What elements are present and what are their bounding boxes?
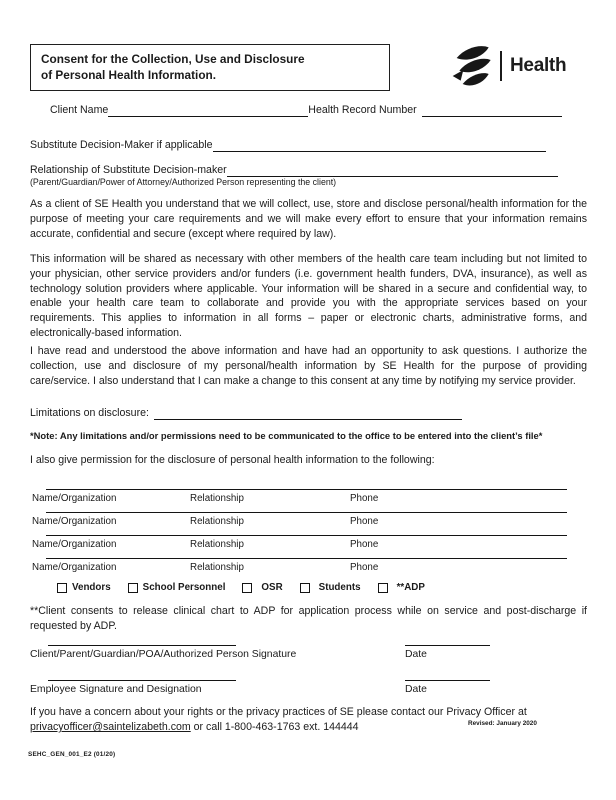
disclosure-row[interactable] (30, 558, 567, 581)
disclosure-row[interactable] (30, 535, 567, 558)
form-title-box (30, 44, 390, 91)
checkbox-school-personnel[interactable] (128, 583, 138, 593)
checkbox-item-vendors[interactable] (57, 582, 111, 593)
disclosure-row[interactable] (30, 512, 567, 535)
logo-divider (500, 51, 502, 81)
relationship-label: Relationship of Substitute Decision-maker (30, 164, 227, 176)
checkbox-osr[interactable] (242, 583, 252, 593)
employee-signature-label: Employee Signature and Designation (30, 684, 202, 695)
privacy-line2: or call 1-800-463-1763 ext. 144444 (190, 721, 359, 733)
paragraph-sharing: This information will be shared as necessary with other members of the health care team including but not limited to your physician, other service providers and/or funders (i.e. government health funders, DVA, insurance), as well as technology solution providers where applicable. Your information will be shared in a secure and confidential way, to enable your health care team to collaborate and provide you with the appropriate services based on your requirements. This applies to information in all forms – paper or electronic charts, administrative forms, and electronically-based information. (30, 253, 587, 339)
relationship-hint: (Parent/Guardian/Power of Attorney/Authorized Person representing the client) (30, 177, 337, 187)
client-name-label: Client Name (50, 104, 109, 116)
form-title-line1: Consent for the Collection, Use and Disclosure (41, 52, 305, 66)
form-code: SEHC_GEN_001_E2 (01/20) (28, 751, 116, 758)
col-name-organization: Name/Organization (32, 493, 117, 504)
checkbox-item-school-personnel[interactable] (128, 582, 226, 593)
disclosure-row[interactable] (30, 489, 567, 512)
checkbox-item-students[interactable] (300, 582, 361, 593)
limitations-row (30, 406, 462, 420)
logo-wordmark: Health (510, 55, 567, 76)
col-name-organization: Name/Organization (32, 539, 117, 550)
client-signature-date-label: Date (405, 649, 427, 660)
col-relationship: Relationship (190, 493, 244, 504)
client-signature-line[interactable] (48, 645, 236, 646)
substitute-row (30, 138, 546, 152)
checkbox-school-personnel-label: School Personnel (142, 582, 226, 593)
relationship-row (30, 163, 558, 177)
checkbox-item-osr[interactable] (242, 582, 282, 593)
client-signature-date-line[interactable] (405, 645, 490, 646)
employee-signature-date-line[interactable] (405, 680, 490, 681)
checkbox-vendors-label: Vendors (72, 582, 111, 593)
limitations-field[interactable] (154, 406, 462, 420)
health-record-field[interactable] (422, 103, 562, 117)
checkbox-adp[interactable] (378, 583, 388, 593)
client-identity-row (50, 103, 562, 117)
client-name-field[interactable] (108, 103, 308, 117)
col-relationship: Relationship (190, 539, 244, 550)
form-title-line2: of Personal Health Information. (41, 68, 217, 82)
col-phone: Phone (350, 539, 379, 550)
checkbox-students[interactable] (300, 583, 310, 593)
disclosure-checkbox-row (57, 582, 425, 593)
substitute-field[interactable] (213, 138, 546, 152)
checkbox-item-adp[interactable] (378, 582, 425, 593)
privacy-line1: If you have a concern about your rights or the privacy practices of SE please contact our Privacy Officer at (30, 706, 527, 718)
col-phone: Phone (350, 516, 379, 527)
col-relationship: Relationship (190, 562, 244, 573)
permission-intro: I also give permission for the disclosure of personal health information to the following: (30, 454, 435, 466)
checkbox-adp-label: **ADP (396, 582, 425, 593)
disclosure-table (30, 489, 567, 581)
checkbox-students-label: Students (318, 582, 361, 593)
col-phone: Phone (350, 493, 379, 504)
client-signature-label: Client/Parent/Guardian/POA/Authorized Person Signature (30, 649, 297, 660)
paragraph-collection: As a client of SE Health you understand that we will collect, use, store and disclose personal/health information for the purpose of meeting your care requirements and we will make every effort to ensure that your information remains accurate, confidential and secure (except where required by law). (30, 198, 587, 240)
checkbox-osr-label: OSR (261, 582, 283, 593)
privacy-officer-email-link[interactable]: privacyofficer@saintelizabeth.com (30, 721, 191, 733)
col-relationship: Relationship (190, 516, 244, 527)
relationship-field[interactable] (227, 163, 558, 177)
employee-signature-date-label: Date (405, 684, 427, 695)
col-phone: Phone (350, 562, 379, 573)
limitations-note: *Note: Any limitations and/or permissions need to be communicated to the office to be entered into the client’s file* (30, 430, 543, 441)
health-record-label: Health Record Number (308, 104, 417, 116)
se-health-logo (452, 40, 566, 92)
limitations-label: Limitations on disclosure: (30, 407, 149, 419)
se-logo-icon (452, 43, 492, 89)
paragraph-authorization: I have read and understood the above information and have had an opportunity to ask questions. I authorize the collection, use and disclosure of my personal/health information by SE Health for the purpose of providing care/service. I also understand that I can make a change to this consent at any time by notifying my service provider. (30, 345, 587, 387)
col-name-organization: Name/Organization (32, 516, 117, 527)
revised-date: Revised: January 2020 (468, 720, 537, 727)
checkbox-vendors[interactable] (57, 583, 67, 593)
employee-signature-line[interactable] (48, 680, 236, 681)
adp-consent-note: **Client consents to release clinical chart to ADP for application process while on service and post-discharge if requested by ADP. (30, 605, 587, 632)
col-name-organization: Name/Organization (32, 562, 117, 573)
substitute-label: Substitute Decision-Maker if applicable (30, 139, 213, 151)
